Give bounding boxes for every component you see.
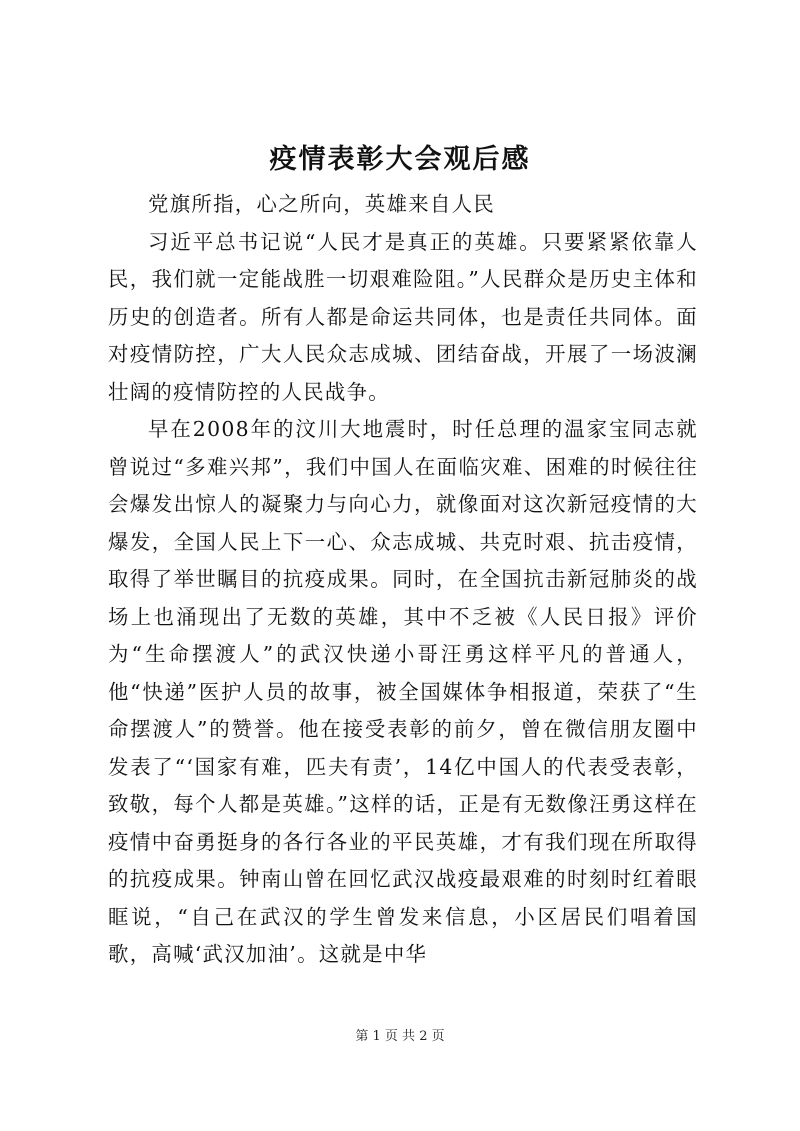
page-footer: 第 1 页 共 2 页 bbox=[355, 1029, 445, 1044]
paragraph-quote: 习近平总书记说“人民才是真正的英雄。只要紧紧依靠人民，我们就一定能战胜一切艰难险阻。”人民群众是历史主体和历史的创造者。所有人都是命运共同体，也是责任共同体。面对疫情防控，广大人民众志成城、团结奋战，开展了一场波澜壮阔的疫情防控的人民战争。 bbox=[108, 229, 698, 404]
document-title: 疫情表彰大会观后感 bbox=[269, 144, 531, 175]
paragraph-subtitle: 党旗所指，心之所向，英雄来自人民 bbox=[148, 192, 496, 216]
paragraph-heroes: 早在2008年的汶川大地震时，时任总理的温家宝同志就曾说过“多难兴邦”，我们中国人在面临灾难、困难的时候往往会爆发出惊人的凝聚力与向心力，就像面对这次新冠疫情的大爆发，全国人民上下一心、众志成城、共克时艰、抗击疫情，取得了举世瞩目的抗疫成果。同时，在全国抗击新冠肺炎的战场上也涌现出了无数的英雄，其中不乏被《人民日报》评价为“生命摆渡人”的武汉快递小哥汪勇这样平凡的普通人，他“快递”医护人员的故事，被全国媒体争相报道，荣获了“生命摆渡人”的赞誉。他在接受表彰的前夕，曾在微信朋友圈中发表了“‘国家有难，匹夫有责’，14亿中国人的代表受表彰，致敬，每个人都是英雄。”这样的话，正是有无数像汪勇这样在疫情中奋勇挺身的各行各业的平民英雄，才有我们现在所取得的抗疫成果。钟南山曾在回忆武汉战疫最艰难的时刻时红着眼眶说，“自己在武汉的学生曾发来信息，小区居民们唱着国歌，高喊‘武汉加油’。这就是中华 bbox=[108, 417, 698, 966]
document-body bbox=[108, 186, 698, 974]
